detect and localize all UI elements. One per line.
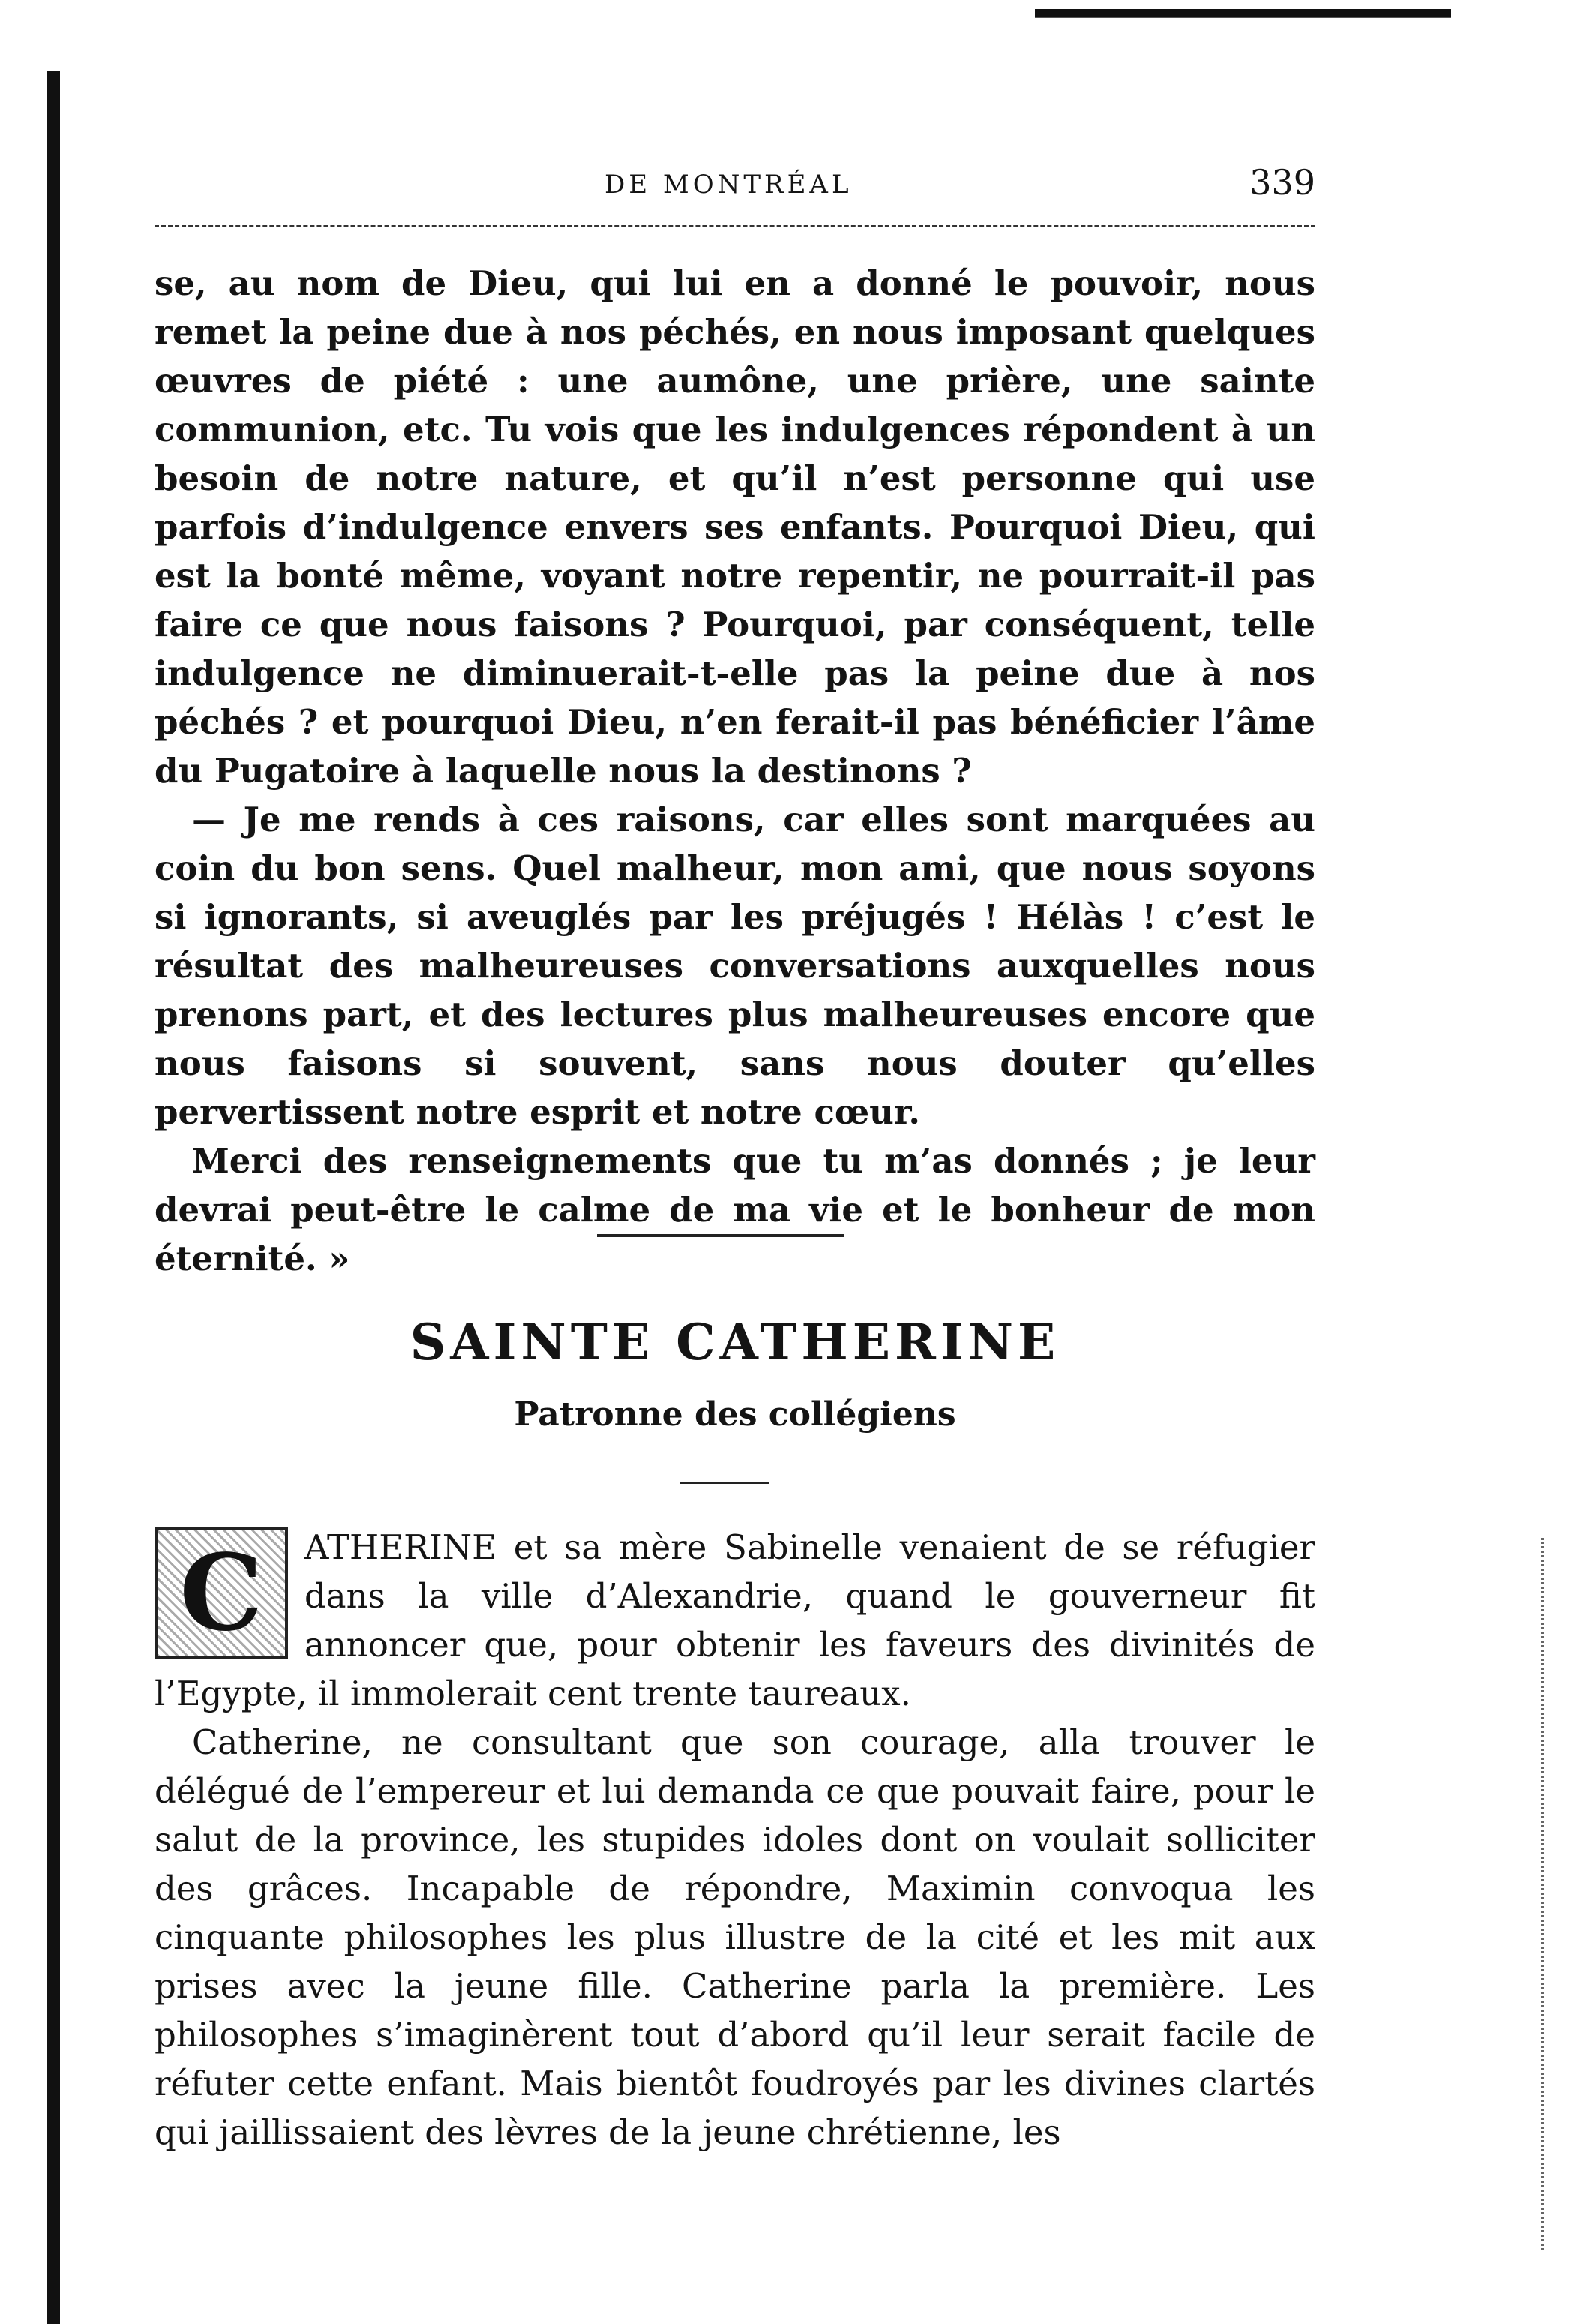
paragraph: Merci des renseignements que tu m’as donnés ; je leur devrai peut-être le calme de ma vie et le bonheur de mon éternité. » (154, 1141, 1316, 1278)
paragraph (154, 1523, 1316, 1718)
body-text (154, 259, 1316, 1283)
section-separator (597, 1234, 844, 1237)
page-edge-shadow (46, 71, 60, 2324)
page-header (154, 162, 1316, 209)
drop-cap-ornament (154, 1527, 288, 1659)
paragraph: Catherine, ne consultant que son courage, alla trouver le délégué de l’empereur et lui demanda ce que pouvait faire, pour le salut de la province, les stupides idoles dont on voulait solliciter des grâces. Incapable de répondre, Maximin convoqua les cinquante philosophes les plus illustre de la cité et les mit aux prises avec la jeune fille. Catherine parla la première. Les philosophes s’imaginèrent tout d’abord qu’il leur serait facile de réfuter cette enfant. Mais bientôt foudroyés par les divines clartés qui jaillissaient des lèvres de la jeune chrétienne, les (154, 1722, 1316, 2152)
scan-top-rule-thin (1035, 17, 1451, 18)
section-body (154, 1523, 1316, 2157)
header-rule (154, 225, 1316, 227)
section-subtitle: Patronne des collégiens (514, 1395, 956, 1434)
scan-top-rule (1035, 9, 1451, 17)
page-number: 339 (1250, 162, 1316, 203)
paragraph: se, au nom de Dieu, qui lui en a donné le pouvoir, nous remet la peine due à nos péchés, en nous imposant quelques œuvres de piété : une aumône, une prière, une sainte communion, etc. Tu vois que les indulgences répondent à un besoin de notre nature, et qu’il n’est personne qui use parfois d’indulgence envers ses enfants. Pourquoi Dieu, qui est la bonté même, voyant notre repentir, ne pourrait-il pas faire ce que nous faisons ? Pourquoi, par conséquent, telle indulgence ne diminuerait-t-elle pas la peine due à nos péchés ? et pourquoi Dieu, n’en ferait-il pas bénéficier l’âme du Pugatoire à laquelle nous la destinons ? (154, 263, 1316, 791)
scan-margin-marks (1541, 1538, 1566, 2250)
running-title: DE MONTRÉAL (604, 170, 853, 200)
section-title: SAINTE CATHERINE (410, 1313, 1060, 1371)
paragraph: — Je me rends à ces raisons, car elles sont marquées au coin du bon sens. Quel malheur, mon ami, que nous soyons si ignorants, si aveuglés par les préjugés ! Hélàs ! c’est le résultat des malheureuses conversations auxquelles nous prenons part, et des lectures plus malheureuses encore que nous faisons si souvent, sans nous douter qu’elles pervertissent notre esprit et notre cœur. (154, 800, 1316, 1132)
drop-cap-letter: C (158, 1530, 285, 1656)
subtitle-rule (680, 1482, 770, 1484)
paragraph-text: ATHERINE et sa mère Sabinelle venaient de se réfugier dans la ville d’Alexandrie, quand le gouverneur fit annoncer que, pour obtenir les faveurs des divinités de l’Egypte, il immolerait cent trente taureaux. (154, 1527, 1316, 1713)
